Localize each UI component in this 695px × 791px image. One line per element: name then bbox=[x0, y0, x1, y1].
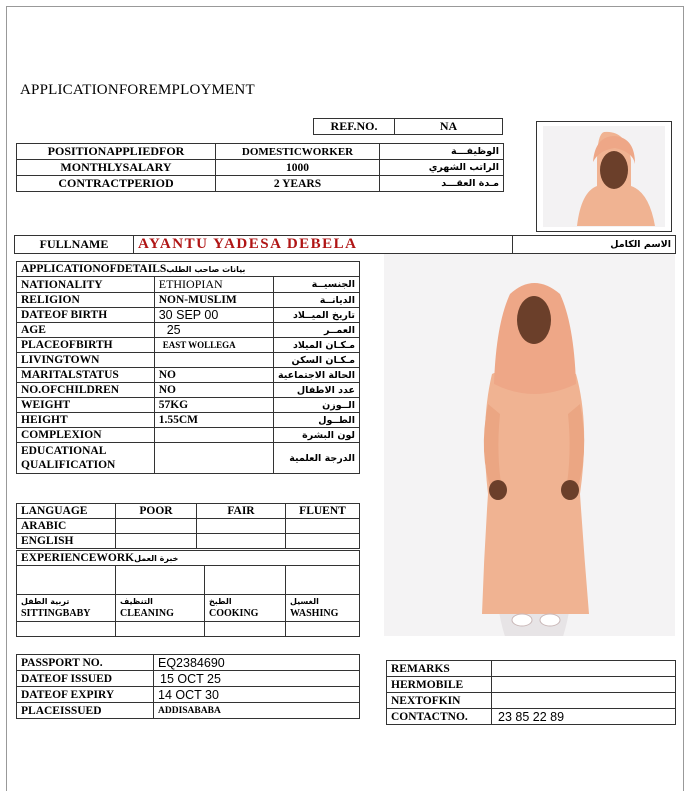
skill-cell bbox=[17, 595, 116, 622]
experience-skill-row bbox=[17, 595, 360, 622]
skill-label: SITTINGBABY bbox=[21, 608, 91, 619]
fullname-table bbox=[14, 235, 676, 254]
experience-header-arabic: خبرة العمل bbox=[134, 554, 179, 563]
language-row bbox=[17, 519, 360, 534]
detail-row bbox=[17, 353, 360, 368]
passport-label: DATEOF EXPIRY bbox=[17, 687, 154, 703]
position-arabic: الوظيفـــة bbox=[380, 144, 504, 160]
fullname-arabic: الاسم الكامل bbox=[513, 236, 676, 254]
detail-label: DATEOF BIRTH bbox=[17, 308, 155, 323]
detail-label: LIVINGTOWN bbox=[17, 353, 155, 368]
detail-arabic: الطــول bbox=[274, 413, 360, 428]
contract-label: CONTRACTPERIOD bbox=[17, 176, 216, 192]
detail-label: PLACEOFBIRTH bbox=[17, 338, 155, 353]
education-label bbox=[17, 443, 155, 474]
passport-label: PLACEISSUED bbox=[17, 703, 154, 719]
salary-row bbox=[17, 160, 504, 176]
skill-label: COOKING bbox=[209, 608, 259, 619]
passport-value: EQ2384690 bbox=[154, 655, 360, 671]
education-arabic: الدرجة العلمية bbox=[274, 443, 360, 474]
passport-value: ADDISABABA bbox=[154, 703, 360, 719]
language-header-fair: FAIR bbox=[197, 504, 286, 519]
ref-table bbox=[313, 118, 503, 135]
detail-arabic: العمــر bbox=[274, 323, 360, 338]
details-header bbox=[17, 262, 360, 277]
position-value: DOMESTICWORKER bbox=[216, 144, 380, 160]
remarks-label: REMARKS bbox=[387, 661, 492, 677]
education-row bbox=[17, 443, 360, 474]
detail-label: NO.OFCHILDREN bbox=[17, 383, 155, 398]
skill-cell bbox=[116, 595, 205, 622]
detail-label: COMPLEXION bbox=[17, 428, 155, 443]
passport-row bbox=[17, 687, 360, 703]
detail-value bbox=[154, 353, 273, 368]
detail-value: NO bbox=[154, 368, 273, 383]
skill-cell bbox=[205, 595, 286, 622]
detail-value: 1.55CM bbox=[154, 413, 273, 428]
detail-arabic: الحالة الاجتماعية bbox=[274, 368, 360, 383]
passport-value: 15 OCT 25 bbox=[154, 671, 360, 687]
detail-arabic: الــوزن bbox=[274, 398, 360, 413]
detail-arabic: تاريخ الميــلاد bbox=[274, 308, 360, 323]
detail-row bbox=[17, 338, 360, 353]
language-header-row bbox=[17, 504, 360, 519]
remarks-row bbox=[387, 661, 676, 677]
experience-header bbox=[17, 551, 360, 566]
detail-row bbox=[17, 428, 360, 443]
full-length-photo-figure bbox=[384, 254, 675, 636]
detail-row bbox=[17, 323, 360, 338]
ref-label: REF.NO. bbox=[314, 119, 395, 135]
position-label: POSITIONAPPLIEDFOR bbox=[17, 144, 216, 160]
experience-table bbox=[16, 550, 360, 637]
fullname-label: FULLNAME bbox=[15, 236, 134, 254]
detail-value: ETHIOPIAN bbox=[154, 277, 273, 293]
language-table bbox=[16, 503, 360, 549]
skill-arabic: التنظيف bbox=[120, 597, 153, 606]
remarks-value bbox=[492, 677, 676, 693]
detail-row bbox=[17, 368, 360, 383]
form-title: APPLICATIONFOREMPLOYMENT bbox=[20, 82, 255, 98]
fullname-value: AYANTU YADESA DEBELA bbox=[134, 236, 513, 254]
education-label-line1: EDUCATIONAL bbox=[21, 445, 107, 457]
passport-row bbox=[17, 655, 360, 671]
remarks-value bbox=[492, 661, 676, 677]
education-label-line2: QUALIFICATION bbox=[21, 459, 116, 471]
language-name: ARABIC bbox=[17, 519, 116, 534]
full-length-photo bbox=[384, 254, 675, 636]
remarks-row bbox=[387, 693, 676, 709]
passport-row bbox=[17, 671, 360, 687]
detail-arabic: مـكـان الميلاد bbox=[274, 338, 360, 353]
detail-row bbox=[17, 413, 360, 428]
language-header-fluent: FLUENT bbox=[286, 504, 360, 519]
contract-row bbox=[17, 176, 504, 192]
detail-value: 57KG bbox=[154, 398, 273, 413]
salary-value: 1000 bbox=[216, 160, 380, 176]
detail-arabic: الجنسيــة bbox=[274, 277, 360, 293]
detail-label: RELIGION bbox=[17, 293, 155, 308]
remarks-value: 23 85 22 89 bbox=[492, 709, 676, 725]
education-value bbox=[154, 443, 273, 474]
detail-arabic: عدد الاطفال bbox=[274, 383, 360, 398]
detail-value: 30 SEP 00 bbox=[154, 308, 273, 323]
skill-label: WASHING bbox=[290, 608, 339, 619]
detail-label: HEIGHT bbox=[17, 413, 155, 428]
detail-value: EAST WOLLEGA bbox=[154, 338, 273, 353]
skill-arabic: الطبخ bbox=[209, 597, 232, 606]
passport-label: PASSPORT NO. bbox=[17, 655, 154, 671]
details-header-text: APPLICATIONOFDETAILS bbox=[21, 263, 167, 275]
remarks-value bbox=[492, 693, 676, 709]
salary-label: MONTHLYSALARY bbox=[17, 160, 216, 176]
portrait-photo bbox=[537, 122, 671, 231]
language-name: ENGLISH bbox=[17, 534, 116, 549]
remarks-row bbox=[387, 709, 676, 725]
detail-label: MARITALSTATUS bbox=[17, 368, 155, 383]
position-row bbox=[17, 144, 504, 160]
language-header-poor: POOR bbox=[116, 504, 197, 519]
detail-label: WEIGHT bbox=[17, 398, 155, 413]
passport-table bbox=[16, 654, 360, 719]
detail-row bbox=[17, 293, 360, 308]
skill-arabic: الغسيل bbox=[290, 597, 319, 606]
detail-arabic: مـكـان السكن bbox=[274, 353, 360, 368]
detail-label: NATIONALITY bbox=[17, 277, 155, 293]
remarks-row bbox=[387, 677, 676, 693]
remarks-label: HERMOBILE bbox=[387, 677, 492, 693]
portrait-photo-frame bbox=[536, 121, 672, 232]
detail-value: NON-MUSLIM bbox=[154, 293, 273, 308]
detail-value: 25 bbox=[154, 323, 273, 338]
detail-row bbox=[17, 277, 360, 293]
language-header: LANGUAGE bbox=[17, 504, 116, 519]
skill-label: CLEANING bbox=[120, 608, 174, 619]
detail-row bbox=[17, 308, 360, 323]
position-table bbox=[16, 143, 504, 192]
passport-label: DATEOF ISSUED bbox=[17, 671, 154, 687]
skill-cell bbox=[286, 595, 360, 622]
experience-header-text: EXPERIENCEWORK bbox=[21, 552, 135, 564]
detail-row bbox=[17, 398, 360, 413]
passport-value: 14 OCT 30 bbox=[154, 687, 360, 703]
salary-arabic: الراتب الشهري bbox=[380, 160, 504, 176]
ref-value: NA bbox=[395, 119, 503, 135]
detail-value bbox=[154, 428, 273, 443]
passport-row bbox=[17, 703, 360, 719]
detail-row bbox=[17, 383, 360, 398]
detail-value: NO bbox=[154, 383, 273, 398]
contract-value: 2 YEARS bbox=[216, 176, 380, 192]
detail-label: AGE bbox=[17, 323, 155, 338]
remarks-label: NEXTOFKIN bbox=[387, 693, 492, 709]
remarks-label: CONTACTNO. bbox=[387, 709, 492, 725]
details-table bbox=[16, 261, 360, 474]
language-row bbox=[17, 534, 360, 549]
contract-arabic: مـدة العقـــد bbox=[380, 176, 504, 192]
skill-arabic: تربية الطفل bbox=[21, 597, 70, 606]
details-header-arabic: بيانات صاحب الطلب bbox=[166, 265, 246, 274]
remarks-table bbox=[386, 660, 676, 725]
detail-arabic: لون البشرة bbox=[274, 428, 360, 443]
detail-arabic: الديانــة bbox=[274, 293, 360, 308]
